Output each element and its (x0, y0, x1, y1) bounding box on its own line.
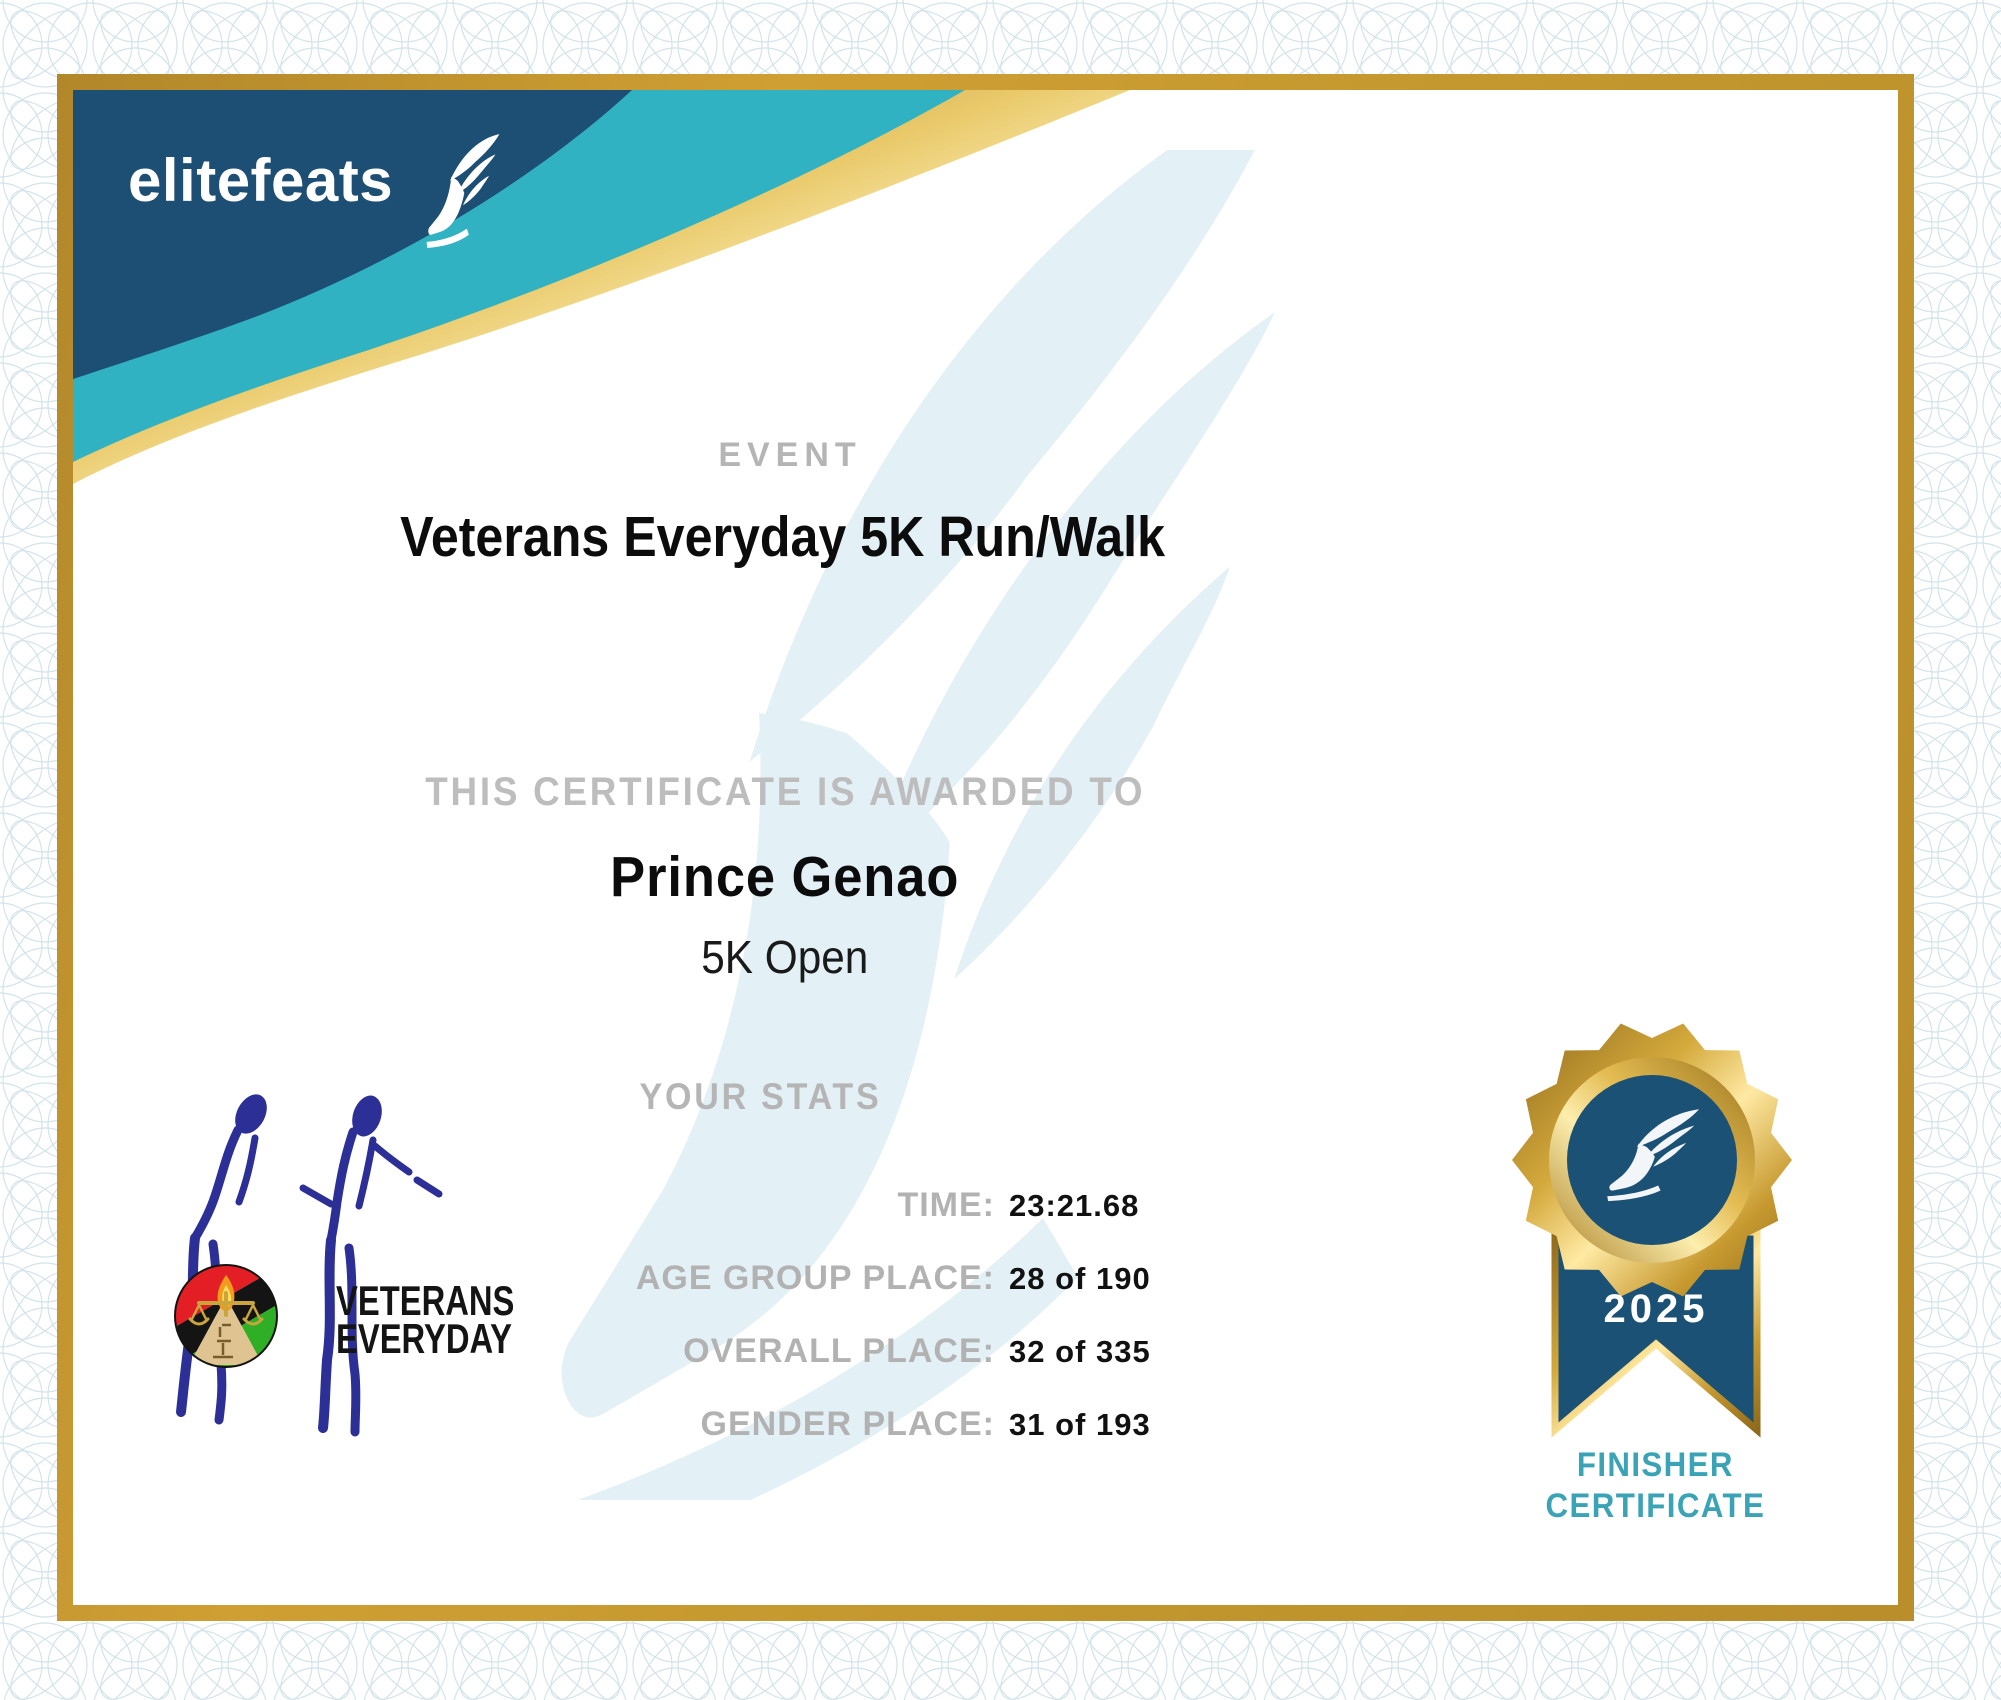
event-label: EVENT (718, 436, 862, 474)
stat-label: TIME: (897, 1186, 995, 1224)
elitefeats-wordmark: elitefeats (128, 147, 394, 214)
finisher-label-line2: CERTIFICATE (1545, 1487, 1765, 1525)
finisher-label-line1: FINISHER (1576, 1446, 1734, 1484)
division-label: 5K Open (701, 931, 869, 983)
stat-value: 32 of 335 (1009, 1334, 1151, 1369)
recipient-name: Prince Genao (610, 845, 960, 909)
stats-heading: YOUR STATS (639, 1076, 881, 1117)
stat-label: AGE GROUP PLACE: (635, 1259, 995, 1297)
stat-value: 31 of 193 (1009, 1407, 1151, 1442)
stat-label: OVERALL PLACE: (683, 1332, 995, 1370)
stat-label: GENDER PLACE: (700, 1405, 995, 1443)
stat-value: 23:21.68 (1009, 1188, 1140, 1223)
veterans-emblem-icon (173, 1263, 279, 1369)
stat-value: 28 of 190 (1009, 1261, 1151, 1296)
elitefeats-logo (0, 0, 520, 280)
veterans-wordmark-line2: EVERYDAY (336, 1315, 513, 1362)
winged-foot-icon (424, 130, 502, 252)
badge-year: 2025 (1603, 1287, 1709, 1331)
awarded-label: THIS CERTIFICATE IS AWARDED TO (424, 770, 1146, 814)
veterans-wordmark-line1: VETERANS (336, 1277, 515, 1324)
medal-rosette-icon (1480, 1000, 1830, 1460)
event-name: Veterans Everyday 5K Run/Walk (400, 505, 1166, 569)
